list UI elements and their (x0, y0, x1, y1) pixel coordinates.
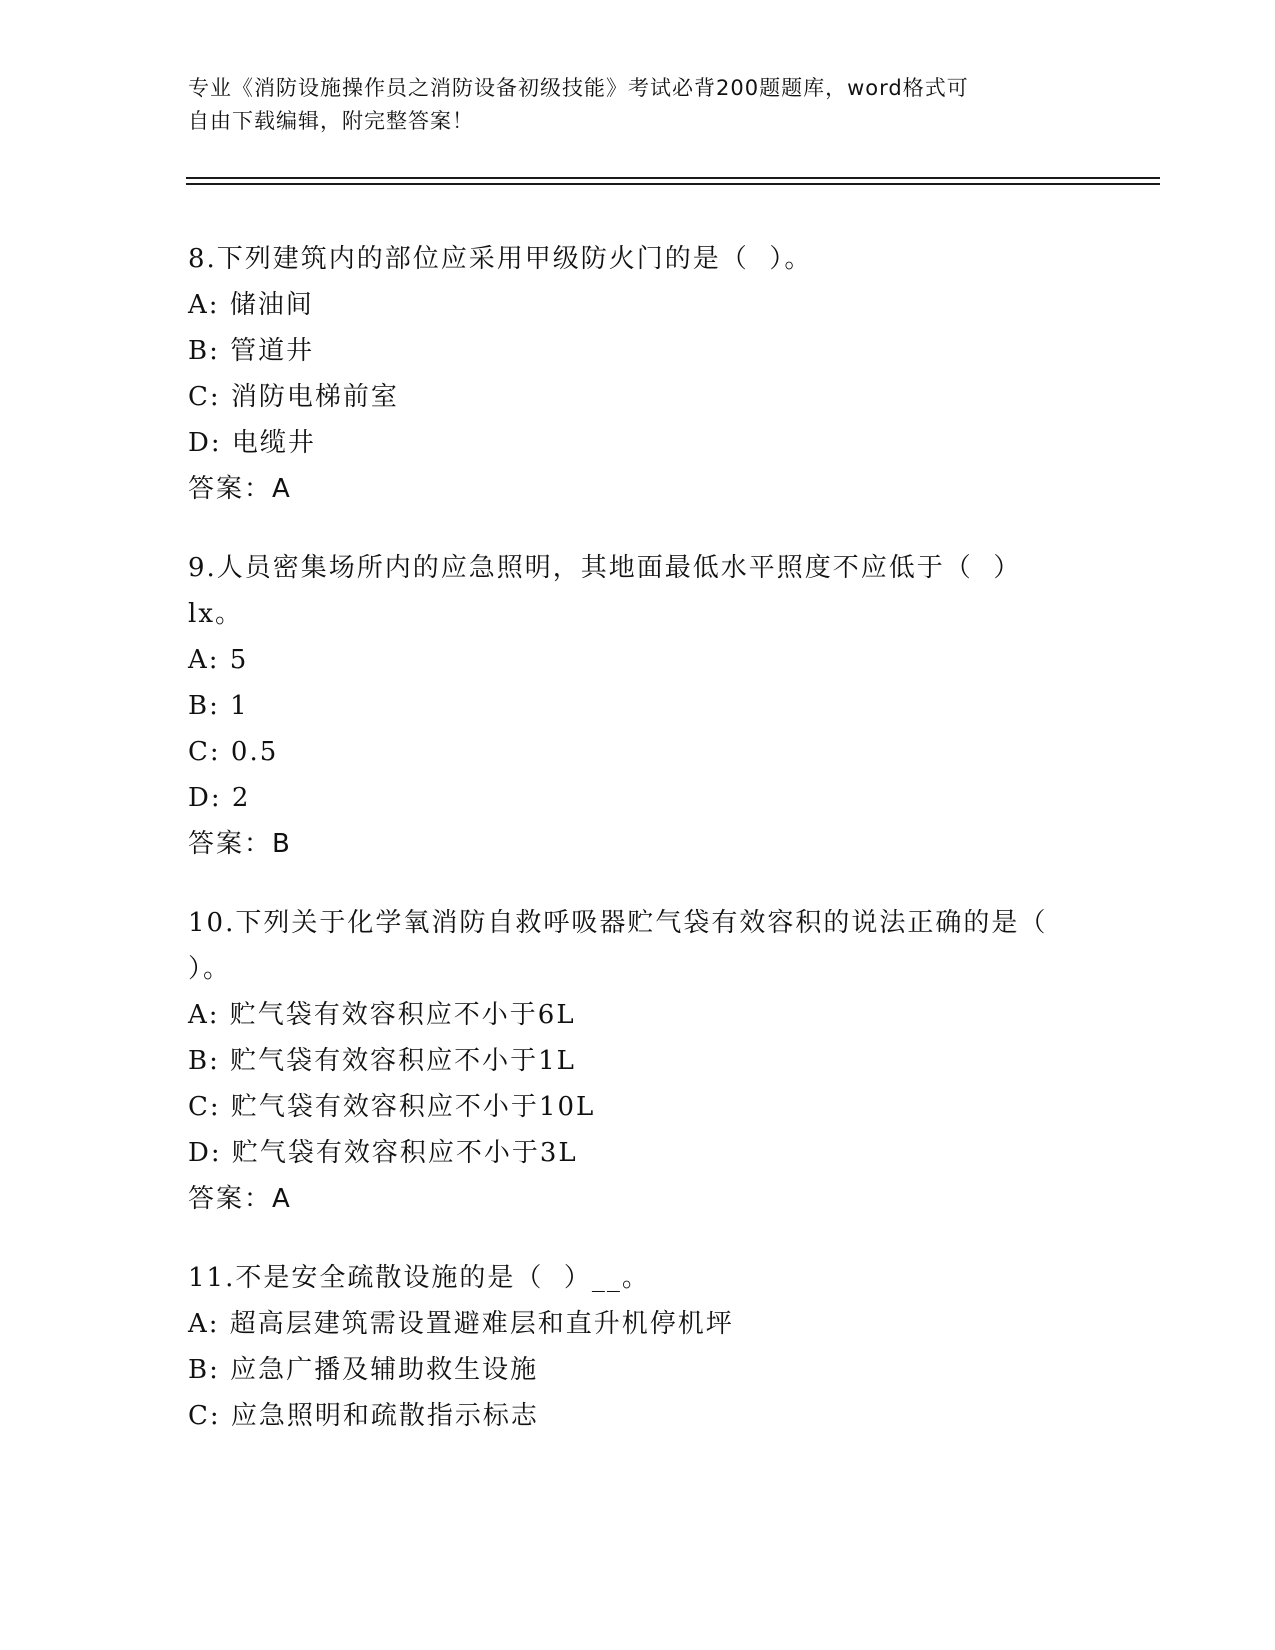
question-stem: 8.下列建筑内的部位应采用甲级防火门的是（ ）。 (188, 244, 813, 274)
header-line-2: 自由下载编辑，附完整答案！ (188, 109, 474, 133)
option-a: A: 贮气袋有效容积应不小于6L (188, 1000, 576, 1030)
answer-label: 答案：B (188, 829, 292, 859)
option-a: A: 超高层建筑需设置避难层和直升机停机坪 (188, 1309, 734, 1339)
option-c: C: 消防电梯前室 (188, 382, 399, 412)
header-divider-bottom (186, 183, 1160, 185)
option-d: D: 2 (188, 783, 251, 813)
option-b: B: 应急广播及辅助救生设施 (188, 1355, 539, 1385)
header-line-1: 专业《消防设施操作员之消防设备初级技能》考试必背200题题库，word格式可 (188, 76, 969, 100)
question-11 (188, 1255, 1088, 1439)
option-a: A: 5 (188, 645, 249, 675)
question-stem-continuation: ）。 (188, 954, 232, 984)
option-b: B: 贮气袋有效容积应不小于1L (188, 1046, 576, 1076)
answer-label: 答案：A (188, 1184, 292, 1214)
question-8 (188, 236, 1088, 512)
answer-label: 答案：A (188, 474, 292, 504)
option-c: C: 0.5 (188, 737, 279, 767)
question-stem: 10.下列关于化学氧消防自救呼吸器贮气袋有效容积的说法正确的是（ (188, 908, 1048, 938)
question-list (188, 236, 1088, 1472)
option-c: C: 应急照明和疏散指示标志 (188, 1401, 539, 1431)
option-a: A: 储油间 (188, 290, 314, 320)
question-9 (188, 545, 1088, 867)
question-stem-continuation: lx。 (188, 599, 243, 629)
option-c: C: 贮气袋有效容积应不小于10L (188, 1092, 596, 1122)
question-stem: 9.人员密集场所内的应急照明，其地面最低水平照度不应低于（ ） (188, 553, 1022, 583)
option-b: B: 1 (188, 691, 249, 721)
question-10 (188, 900, 1088, 1222)
header-divider-top (186, 177, 1160, 179)
option-b: B: 管道井 (188, 336, 315, 366)
option-d: D: 贮气袋有效容积应不小于3L (188, 1138, 578, 1168)
option-d: D: 电缆井 (188, 428, 316, 458)
question-stem: 11.不是安全疏散设施的是（ ）__。 (188, 1263, 650, 1293)
document-header (188, 72, 1088, 138)
